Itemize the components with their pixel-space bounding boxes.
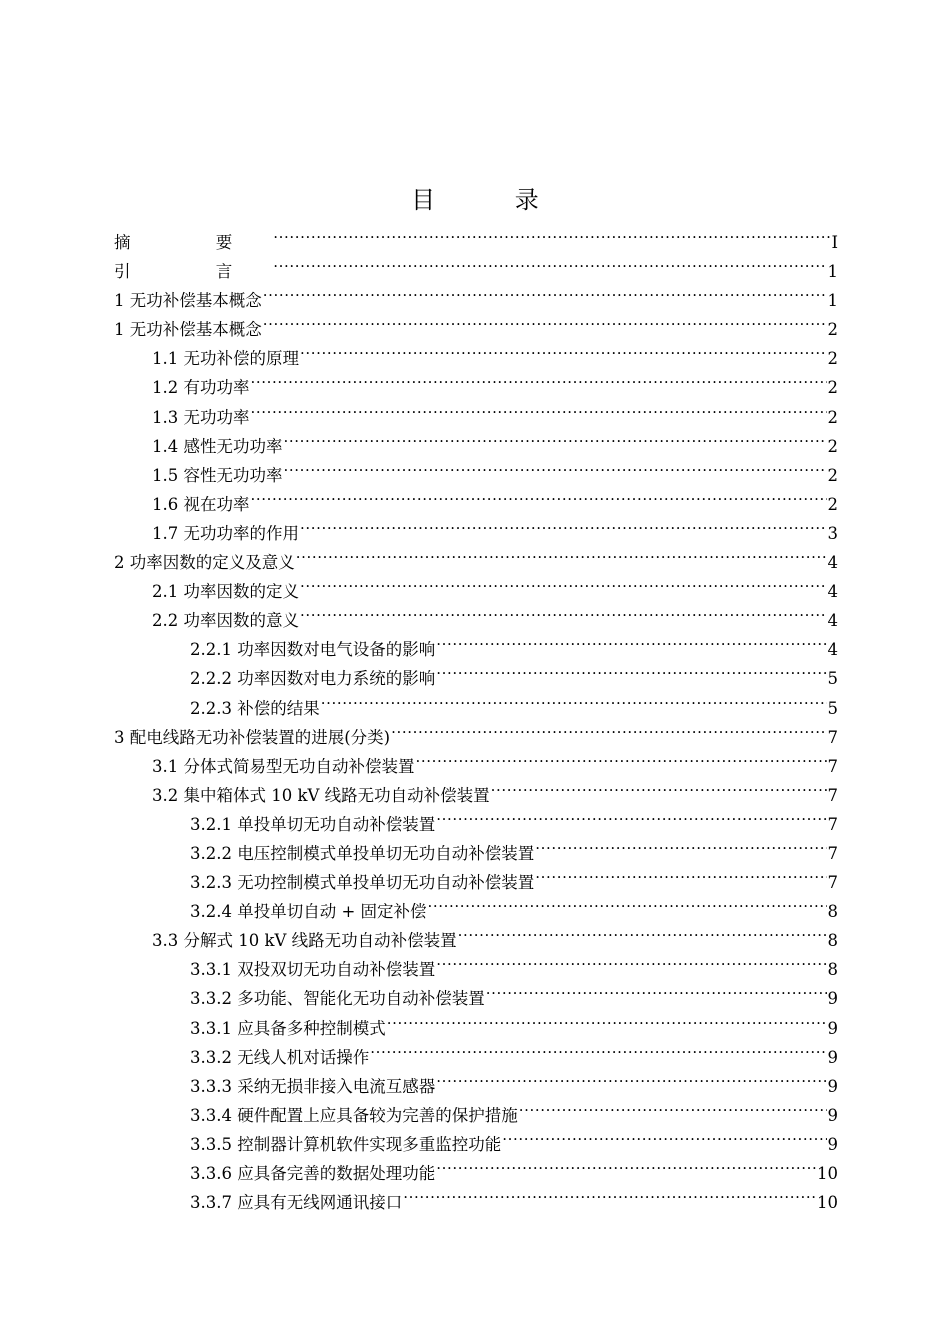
toc-entry-label: 3.2.3 无功控制模式单投单切无功自动补偿装置 bbox=[190, 873, 535, 893]
toc-entry-page-number: 4 bbox=[827, 582, 838, 602]
toc-entry-page-number: 2 bbox=[827, 465, 838, 485]
toc-entry-label: 2 功率因数的定义及意义 bbox=[114, 553, 295, 573]
dot-leader bbox=[428, 888, 827, 917]
toc-entry-page-number: 2 bbox=[827, 494, 838, 514]
dot-leader bbox=[535, 830, 826, 859]
toc-entry-page-number: 9 bbox=[827, 1047, 838, 1067]
toc-entry-label: 3.3 分解式 10 kV 线路无功自动补偿装置 bbox=[152, 931, 457, 951]
toc-entry-label: 2.1 功率因数的定义 bbox=[152, 582, 299, 602]
dot-leader bbox=[502, 1121, 826, 1150]
toc-entry-page-number: 2 bbox=[827, 378, 838, 398]
toc-entry-page-number: I bbox=[831, 233, 838, 252]
dot-leader bbox=[416, 743, 827, 772]
dot-leader bbox=[436, 1063, 826, 1092]
dot-leader bbox=[535, 859, 826, 888]
dot-leader bbox=[458, 917, 827, 946]
toc-entry-page-number: 9 bbox=[827, 1105, 838, 1125]
toc-entry-page-number: 4 bbox=[827, 611, 838, 631]
toc-entry-page-number: 7 bbox=[827, 814, 838, 834]
toc-entry-label: 1.7 无功功率的作用 bbox=[152, 523, 299, 543]
toc-entry-page-number: 3 bbox=[827, 523, 838, 543]
toc-entry-page-number: 2 bbox=[827, 436, 838, 456]
toc-entry-page-number: 8 bbox=[827, 960, 838, 980]
toc-entry-label: 3.3.2 无线人机对话操作 bbox=[190, 1047, 370, 1067]
dot-leader bbox=[436, 801, 826, 830]
toc-entry-page-number: 7 bbox=[827, 843, 838, 863]
toc-entry-label: 3.2.2 电压控制模式单投单切无功自动补偿装置 bbox=[190, 843, 535, 863]
toc-entry-page-number: 1 bbox=[827, 262, 838, 282]
toc-entry-page-number: 1 bbox=[827, 291, 838, 311]
dot-leader bbox=[403, 1179, 816, 1208]
dot-leader bbox=[273, 248, 826, 277]
toc-entry-page-number: 9 bbox=[827, 1018, 838, 1038]
dot-leader bbox=[300, 597, 827, 626]
toc-entry[interactable] bbox=[114, 219, 838, 252]
toc-entry-page-number: 8 bbox=[827, 902, 838, 922]
toc-entry-label: 2.2 功率因数的意义 bbox=[152, 611, 299, 631]
dot-leader bbox=[370, 1034, 826, 1063]
dot-leader bbox=[436, 946, 826, 975]
toc-entry-label: 1.6 视在功率 bbox=[152, 494, 250, 514]
dot-leader bbox=[263, 277, 827, 306]
toc-entry-label: 1.3 无功功率 bbox=[152, 407, 250, 427]
toc-entry-label: 3.3.5 控制器计算机软件实现多重监控功能 bbox=[190, 1134, 502, 1154]
toc-entry-label: 1 无功补偿基本概念 bbox=[114, 291, 262, 311]
dot-leader bbox=[391, 714, 826, 743]
dot-leader bbox=[273, 219, 830, 248]
dot-leader bbox=[519, 1092, 827, 1121]
toc-entry-page-number: 8 bbox=[827, 931, 838, 951]
dot-leader bbox=[436, 626, 826, 655]
dot-leader bbox=[284, 423, 827, 452]
toc-entry-label: 3.2.4 单投单切自动 + 固定补偿 bbox=[190, 902, 427, 922]
toc-entry-page-number: 7 bbox=[827, 727, 838, 747]
toc-entry-label: 3.2.1 单投单切无功自动补偿装置 bbox=[190, 814, 436, 834]
toc-entry-label: 2.2.3 补偿的结果 bbox=[190, 698, 320, 718]
toc-entry-label: 3.3.7 应具有无线网通讯接口 bbox=[190, 1193, 403, 1213]
toc-entry-page-number: 4 bbox=[827, 553, 838, 573]
toc-entry-page-number: 5 bbox=[827, 669, 838, 689]
dot-leader bbox=[387, 1005, 827, 1034]
dot-leader bbox=[491, 772, 827, 801]
toc-entry-label: 1.2 有功功率 bbox=[152, 378, 250, 398]
dot-leader bbox=[300, 510, 827, 539]
toc-entry-label: 3.2 集中箱体式 10 kV 线路无功自动补偿装置 bbox=[152, 785, 490, 805]
toc-entry-page-number: 2 bbox=[827, 320, 838, 340]
toc-title: 目 录 bbox=[411, 186, 575, 214]
table-of-contents bbox=[114, 219, 838, 1213]
dot-leader bbox=[300, 568, 827, 597]
toc-entry-page-number: 10 bbox=[817, 1193, 838, 1213]
dot-leader bbox=[300, 335, 827, 364]
dot-leader bbox=[251, 394, 827, 423]
toc-entry-page-number: 9 bbox=[827, 1134, 838, 1154]
toc-entry-label: 引 言 bbox=[114, 262, 273, 282]
dot-leader bbox=[251, 364, 827, 393]
toc-entry-label: 3.3.1 双投双切无功自动补偿装置 bbox=[190, 960, 436, 980]
toc-entry-label: 2.2.2 功率因数对电力系统的影响 bbox=[190, 669, 436, 689]
dot-leader bbox=[284, 452, 827, 481]
toc-entry-label: 3.3.3 采纳无损非接入电流互感器 bbox=[190, 1076, 436, 1096]
toc-entry-label: 3 配电线路无功补偿装置的进展(分类) bbox=[114, 727, 391, 747]
toc-entry-page-number: 4 bbox=[827, 640, 838, 660]
dot-leader bbox=[436, 655, 826, 684]
toc-entry-label: 3.3.4 硬件配置上应具备较为完善的保护措施 bbox=[190, 1105, 518, 1125]
toc-entry-label: 3.3.2 多功能、智能化无功自动补偿装置 bbox=[190, 989, 485, 1009]
dot-leader bbox=[321, 685, 827, 714]
toc-entry-label: 3.3.1 应具备多种控制模式 bbox=[190, 1018, 386, 1038]
toc-entry-page-number: 7 bbox=[827, 756, 838, 776]
dot-leader bbox=[263, 306, 827, 335]
toc-entry-page-number: 9 bbox=[827, 989, 838, 1009]
toc-entry-page-number: 2 bbox=[827, 407, 838, 427]
toc-entry-label: 2.2.1 功率因数对电气设备的影响 bbox=[190, 640, 436, 660]
toc-entry-page-number: 5 bbox=[827, 698, 838, 718]
dot-leader bbox=[486, 975, 827, 1004]
dot-leader bbox=[436, 1150, 816, 1179]
toc-entry-label: 1.5 容性无功功率 bbox=[152, 465, 283, 485]
dot-leader bbox=[296, 539, 827, 568]
toc-entry-page-number: 7 bbox=[827, 785, 838, 805]
toc-entry-page-number: 9 bbox=[827, 1076, 838, 1096]
toc-entry-label: 1 无功补偿基本概念 bbox=[114, 320, 262, 340]
toc-entry-page-number: 7 bbox=[827, 873, 838, 893]
toc-entry-label: 摘 要 bbox=[114, 233, 273, 252]
toc-entry-label: 1.1 无功补偿的原理 bbox=[152, 349, 299, 369]
toc-entry-label: 1.4 感性无功功率 bbox=[152, 436, 283, 456]
toc-entry-page-number: 10 bbox=[817, 1164, 838, 1183]
toc-entry-label: 3.1 分体式简易型无功自动补偿装置 bbox=[152, 756, 415, 776]
toc-entry-page-number: 2 bbox=[827, 349, 838, 369]
dot-leader bbox=[251, 481, 827, 510]
toc-entry-label: 3.3.6 应具备完善的数据处理功能 bbox=[190, 1164, 436, 1183]
